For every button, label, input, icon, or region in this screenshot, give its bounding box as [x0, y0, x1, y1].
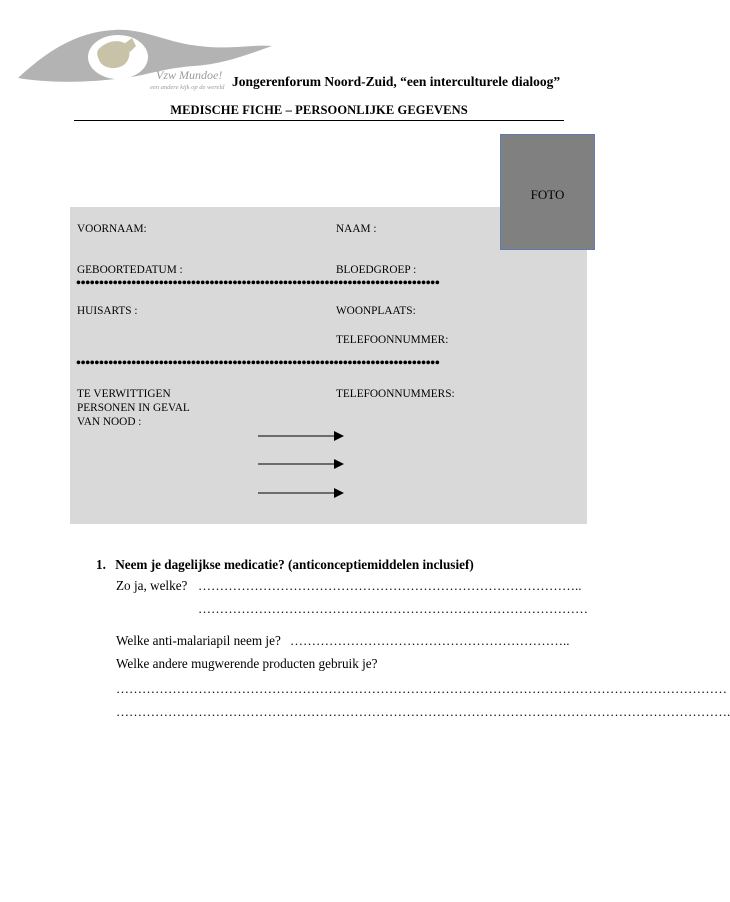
zo-ja-label: Zo ja, welke?: [116, 578, 188, 593]
answer-line-2: …………………………………………………………………………………………………………………………….: [116, 704, 730, 719]
mugwerend-label: Welke andere mugwerende producten gebruik je?: [116, 656, 378, 671]
logo-brand: Vzw Mundoe!: [156, 68, 223, 82]
arrow-right-icon: [258, 486, 348, 500]
logo-swoosh-icon: [14, 24, 276, 102]
logo: [14, 24, 276, 102]
photo-label: FOTO: [530, 187, 565, 202]
title-divider: [74, 120, 564, 121]
voornaam-label: VOORNAAM:: [77, 223, 147, 235]
question-1: [96, 557, 474, 573]
malaria-label: Welke anti-malariapil neem je?: [116, 633, 281, 648]
telefoonnummers-label: TELEFOONNUMMERS:: [336, 388, 455, 400]
zo-ja-answer-line-2: ………………………………………………………………………………: [198, 601, 588, 616]
question-text: Neem je dagelijkse medicatie? (anticonceptiemiddelen inclusief): [115, 557, 474, 572]
telefoonnummer-label: TELEFOONNUMMER:: [336, 334, 449, 346]
te-verwittigen-label: TE VERWITTIGEN PERSONEN IN GEVAL VAN NOOD :: [77, 388, 190, 428]
geboortedatum-label: GEBOORTEDATUM :: [77, 264, 183, 276]
arrow-right-icon: [258, 457, 348, 471]
question-number: 1.: [96, 557, 106, 572]
naam-label: NAAM :: [336, 223, 377, 235]
personal-data-panel: [70, 207, 587, 524]
separator-dots: •••••••••••••••••••••••••••••••••••••••••••••••••••••••••••••••••••••••••••••••: [76, 356, 440, 371]
malaria-answer-line: ………………………………………………………..: [290, 633, 570, 648]
zo-ja-answer-line: ……………………………………………………………………………..: [198, 578, 582, 593]
bloedgroep-label: BLOEDGROEP :: [336, 264, 417, 276]
huisarts-label: HUISARTS :: [77, 305, 138, 317]
woonplaats-label: WOONPLAATS:: [336, 305, 416, 317]
answer-line-1: ……………………………………………………………………………………………………………………………: [116, 681, 727, 696]
logo-tagline: een andere kijk op de wereld: [150, 84, 225, 91]
arrow-right-icon: [258, 429, 348, 443]
separator-dots: •••••••••••••••••••••••••••••••••••••••••••••••••••••••••••••••••••••••••••••••: [76, 276, 440, 291]
organization-title: Jongerenforum Noord-Zuid, “een interculturele dialoog”: [232, 74, 561, 89]
document-title: MEDISCHE FICHE – PERSOONLIJKE GEGEVENS: [170, 103, 468, 117]
photo-placeholder: [500, 134, 595, 250]
